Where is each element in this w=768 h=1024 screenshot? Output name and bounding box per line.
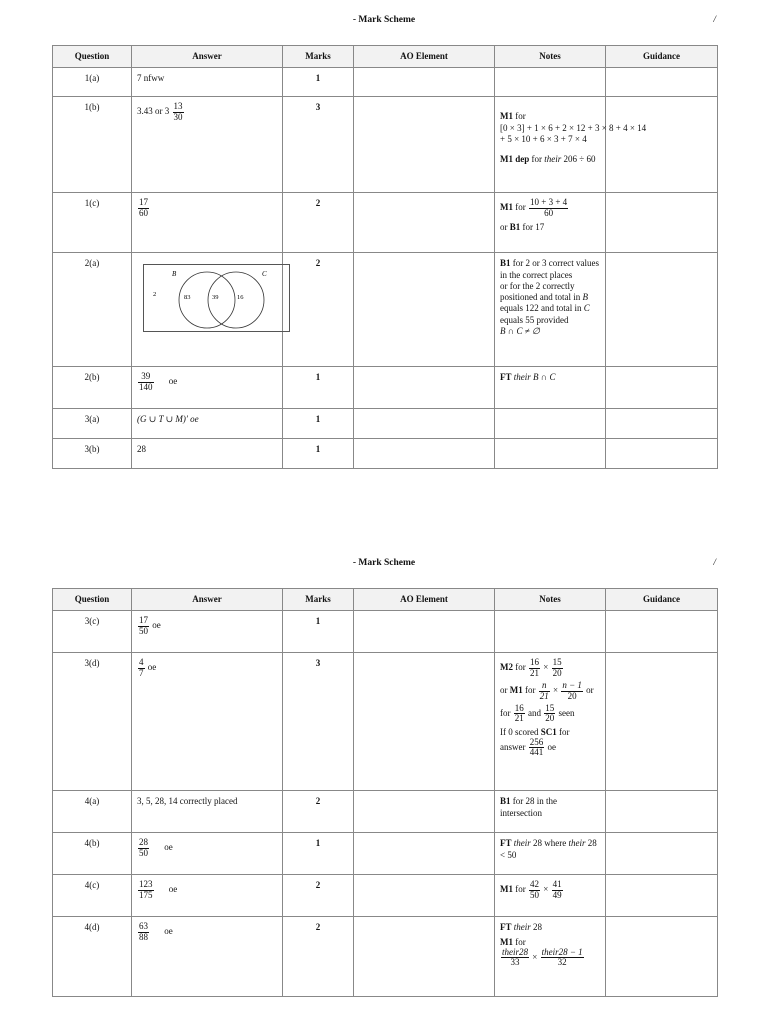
note-text: oe: [545, 741, 556, 752]
mark-code: M1: [500, 111, 513, 122]
answer-cell: 28: [132, 439, 283, 469]
fraction-denominator: 49: [552, 889, 562, 900]
fraction-denominator: 20: [561, 691, 583, 701]
answer-cell: [132, 97, 283, 193]
notes-cell: [495, 833, 606, 875]
marks-cell: 1: [283, 409, 354, 439]
note-text: 28: [530, 922, 543, 933]
note-text: for: [513, 111, 526, 122]
answer-fraction: [138, 922, 149, 942]
fraction-numerator: their28 − 1: [541, 946, 583, 957]
notes-cell: [495, 611, 606, 653]
note-text: [0 × 3] + 1 × 6 + 2 × 12 + 3 × 8 + 4 × 14: [500, 122, 647, 133]
note-text: for: [556, 726, 570, 737]
note-text: or for the 2 correctly positioned and total in: [500, 280, 583, 302]
page-header: [0, 15, 768, 29]
header-slash: /: [713, 15, 716, 25]
note-text: answer: [500, 741, 528, 752]
notes-cell: [495, 253, 606, 367]
table-header-row: [53, 589, 718, 611]
fraction-numerator: 10 + 3 + 4: [530, 197, 568, 208]
fraction-denominator: 175: [139, 889, 153, 900]
answer-cell: [132, 193, 283, 253]
guidance-cell: [606, 409, 718, 439]
note-text: ×: [530, 951, 540, 962]
note-fraction: [501, 948, 529, 968]
note-fraction: [529, 198, 568, 218]
fraction-denominator: 441: [529, 747, 544, 758]
note-text: for: [513, 202, 528, 213]
header-title: - Mark Scheme: [352, 558, 416, 568]
guidance-cell: [606, 68, 718, 97]
fraction-denominator: 50: [139, 847, 148, 858]
note-text: seen: [556, 708, 575, 718]
fraction-numerator: 123: [139, 879, 153, 890]
header-slash: /: [713, 558, 716, 568]
mark-code: M2: [500, 662, 513, 673]
answer-fraction: [138, 658, 145, 678]
mark-code: B1: [509, 222, 521, 233]
mark-code: M1 dep: [500, 154, 530, 164]
answer-fraction: [138, 838, 149, 858]
fraction-numerator: 63: [139, 921, 148, 932]
fraction-numerator: 42: [530, 879, 539, 890]
fraction-numerator: 256: [529, 736, 544, 747]
fraction-numerator: 41: [552, 879, 562, 890]
question-cell: 4(a): [53, 791, 132, 833]
note-fraction: [541, 948, 584, 968]
marks-cell: 1: [283, 367, 354, 409]
fraction-numerator: 17: [139, 615, 148, 626]
column-header: Marks: [283, 589, 354, 611]
note-text: + 5 × 10 + 6 × 3 + 7 × 4: [500, 133, 587, 144]
note-fraction: [539, 681, 550, 701]
notes-cell: [495, 68, 606, 97]
table-row: [53, 439, 718, 469]
answer-suffix: oe: [164, 842, 173, 853]
answer-cell: 7 nfww: [132, 68, 283, 97]
fraction-numerator: 16: [530, 657, 539, 668]
fraction-denominator: 30: [173, 111, 183, 122]
ao-cell: [354, 68, 495, 97]
answer-cell: (G ∪ T ∪ M)′ oe: [132, 409, 283, 439]
note-text: for 28 in the intersection: [500, 796, 558, 818]
note-text: ×: [541, 884, 551, 895]
answer-suffix: oe: [152, 620, 161, 631]
note-fraction: [529, 658, 540, 678]
marks-cell: 2: [283, 193, 354, 253]
mark-code: M1: [500, 936, 513, 947]
answer-fraction: [173, 102, 184, 122]
note-text: for: [500, 708, 513, 718]
note-text: 28 < 50: [500, 838, 597, 860]
marks-cell: 1: [283, 611, 354, 653]
table-row: [53, 97, 718, 193]
note-text: C: [583, 303, 590, 314]
fraction-denominator: 32: [541, 957, 584, 967]
fraction-numerator: 17: [139, 197, 148, 208]
guidance-cell: [606, 875, 718, 917]
fraction-denominator: 50: [139, 625, 148, 636]
ao-cell: [354, 917, 495, 997]
note-fraction: [544, 704, 555, 724]
guidance-cell: [606, 193, 718, 253]
note-text: and: [525, 708, 544, 718]
answer-cell: [132, 367, 283, 409]
ao-cell: [354, 97, 495, 193]
ao-cell: [354, 875, 495, 917]
guidance-cell: [606, 97, 718, 193]
column-header: Question: [53, 589, 132, 611]
ao-cell: [354, 653, 495, 791]
answer-suffix: oe: [168, 884, 178, 895]
answer-cell: 3, 5, 28, 14 correctly placed: [132, 791, 283, 833]
fraction-denominator: 20: [552, 667, 562, 678]
fraction-denominator: 21: [514, 713, 524, 724]
question-cell: 3(c): [53, 611, 132, 653]
answer-cell: [132, 653, 283, 791]
set-c-label: C: [262, 270, 267, 279]
answer-fraction: [138, 372, 154, 392]
note-text: their: [568, 838, 586, 849]
venn-b-only-value: 83: [184, 294, 191, 302]
mark-scheme-table: [52, 45, 718, 469]
fraction-denominator: 7: [139, 667, 144, 678]
table-row: [53, 653, 718, 791]
table-row: [53, 193, 718, 253]
note-text: their: [511, 372, 534, 383]
column-header: Notes: [495, 46, 606, 68]
table-row: [53, 367, 718, 409]
guidance-cell: [606, 833, 718, 875]
page-header: [0, 558, 768, 572]
answer-cell: [132, 611, 283, 653]
note-text: equals 122 and total in: [500, 303, 584, 314]
notes-cell: [495, 917, 606, 997]
notes-cell: [495, 409, 606, 439]
note-fraction: [529, 880, 540, 900]
mark-code: B1: [500, 796, 511, 807]
mark-code: SC1: [540, 726, 557, 737]
marks-cell: 1: [283, 439, 354, 469]
ao-cell: [354, 409, 495, 439]
header-title: - Mark Scheme: [352, 15, 416, 25]
question-cell: 4(b): [53, 833, 132, 875]
fraction-numerator: n: [542, 680, 547, 691]
guidance-cell: [606, 439, 718, 469]
table-row: [53, 833, 718, 875]
marks-cell: 3: [283, 97, 354, 193]
fraction-denominator: 20: [545, 713, 555, 724]
guidance-cell: [606, 253, 718, 367]
marks-cell: 1: [283, 833, 354, 875]
question-cell: 2(b): [53, 367, 132, 409]
fraction-numerator: 15: [545, 703, 555, 713]
guidance-cell: [606, 611, 718, 653]
mark-code: M1: [509, 685, 523, 696]
notes-cell: [495, 367, 606, 409]
note-fraction: [561, 681, 583, 701]
notes-cell: [495, 653, 606, 791]
fraction-denominator: 50: [530, 889, 539, 900]
venn-svg: [144, 265, 289, 331]
fraction-denominator: 21: [530, 667, 539, 678]
fraction-numerator: 39: [141, 371, 151, 382]
ao-cell: [354, 253, 495, 367]
answer-suffix: oe: [168, 376, 178, 387]
column-header: AO Element: [354, 589, 495, 611]
note-text: B ∩ C ≠ ∅: [500, 325, 540, 336]
venn-c-only-value: 16: [237, 294, 244, 302]
column-header: Answer: [132, 46, 283, 68]
answer-suffix: oe: [164, 926, 173, 937]
venn-outside-value: 2: [153, 291, 157, 299]
fraction-numerator: n − 1: [562, 680, 582, 691]
note-text: for: [522, 685, 538, 696]
note-text: ×: [550, 685, 561, 696]
note-text: their: [544, 154, 562, 164]
venn-diagram: [143, 264, 290, 332]
mark-code: M1: [500, 884, 513, 895]
note-text: or: [500, 685, 510, 696]
table-row: [53, 875, 718, 917]
notes-cell: [495, 193, 606, 253]
answer-text: 3.43 or 3: [137, 106, 170, 117]
notes-cell: [495, 439, 606, 469]
table-row: [53, 791, 718, 833]
note-text: their: [511, 922, 531, 933]
fraction-numerator: their28: [502, 946, 528, 957]
note-text: or: [500, 222, 510, 233]
guidance-cell: [606, 653, 718, 791]
answer-fraction: [138, 880, 154, 900]
fraction-numerator: 15: [552, 657, 562, 668]
fraction-numerator: 28: [139, 837, 148, 848]
table-row: [53, 409, 718, 439]
question-cell: 1(c): [53, 193, 132, 253]
note-text: for 2 or 3 correct values in the correct places: [500, 258, 599, 280]
column-header: AO Element: [354, 46, 495, 68]
note-fraction: [552, 880, 563, 900]
note-text: for: [529, 154, 545, 164]
mark-code: FT: [500, 922, 512, 933]
note-fraction: [552, 658, 563, 678]
question-cell: 4(c): [53, 875, 132, 917]
question-cell: 3(b): [53, 439, 132, 469]
ao-cell: [354, 193, 495, 253]
note-text: B ∩ C: [533, 372, 556, 383]
fraction-denominator: 21: [539, 690, 549, 701]
answer-suffix: oe: [147, 662, 157, 673]
answer-cell: [132, 833, 283, 875]
note-text: ×: [541, 662, 551, 673]
fraction-denominator: 88: [139, 931, 148, 942]
answer-fraction: [138, 198, 149, 218]
marks-cell: 1: [283, 68, 354, 97]
guidance-cell: [606, 367, 718, 409]
column-header: Question: [53, 46, 132, 68]
fraction-numerator: 13: [173, 101, 183, 112]
fraction-numerator: 4: [139, 657, 144, 668]
note-text: 28 where: [530, 838, 569, 849]
table-header-row: [53, 46, 718, 68]
column-header: Notes: [495, 589, 606, 611]
mark-code: B1: [500, 258, 511, 269]
column-header: Answer: [132, 589, 283, 611]
question-cell: 3(a): [53, 409, 132, 439]
notes-cell: [495, 97, 647, 193]
table-row: [53, 611, 718, 653]
guidance-cell: [606, 917, 718, 997]
set-b-label: B: [172, 270, 177, 279]
note-text: for 17: [520, 222, 545, 233]
venn-intersection-value: 39: [212, 294, 219, 302]
fraction-denominator: 140: [139, 381, 153, 392]
mark-code: M1: [500, 202, 513, 213]
marks-cell: 2: [283, 791, 354, 833]
notes-cell: [495, 791, 606, 833]
ao-cell: [354, 439, 495, 469]
question-cell: 2(a): [53, 253, 132, 367]
table-row: [53, 917, 718, 997]
mark-code: FT: [500, 838, 512, 849]
question-cell: 1(a): [53, 68, 132, 97]
note-text: or: [583, 685, 594, 696]
note-fraction: [529, 738, 545, 758]
answer-cell: [132, 875, 283, 917]
question-cell: 3(d): [53, 653, 132, 791]
mark-scheme-table: [52, 588, 718, 997]
fraction-denominator: 60: [529, 208, 568, 218]
marks-cell: 2: [283, 875, 354, 917]
answer-cell: [132, 917, 283, 997]
question-cell: 1(b): [53, 97, 132, 193]
ao-cell: [354, 833, 495, 875]
marks-cell: 2: [283, 917, 354, 997]
note-text: B: [582, 292, 588, 302]
answer-cell: [132, 253, 283, 367]
notes-cell: [495, 875, 606, 917]
answer-fraction: [138, 616, 149, 636]
marks-cell: 2: [283, 253, 354, 367]
note-text: for: [513, 936, 526, 947]
table-row: [53, 68, 718, 97]
mark-code: FT: [500, 372, 512, 383]
column-header: Marks: [283, 46, 354, 68]
fraction-numerator: 16: [514, 703, 524, 713]
fraction-denominator: 33: [501, 957, 529, 967]
table-row: [53, 253, 718, 367]
note-text: for: [513, 662, 528, 673]
note-text: equals 55 provided: [500, 314, 569, 325]
ao-cell: [354, 367, 495, 409]
note-text: If 0 scored: [500, 726, 541, 737]
column-header: Guidance: [606, 589, 718, 611]
note-text: 206 ÷ 60: [561, 154, 596, 164]
column-header: Guidance: [606, 46, 718, 68]
ao-cell: [354, 791, 495, 833]
guidance-cell: [606, 791, 718, 833]
note-text: their: [511, 838, 531, 849]
fraction-denominator: 60: [139, 207, 148, 218]
note-fraction: [514, 704, 525, 724]
marks-cell: 3: [283, 653, 354, 791]
ao-cell: [354, 611, 495, 653]
question-cell: 4(d): [53, 917, 132, 997]
note-text: for: [513, 884, 528, 895]
